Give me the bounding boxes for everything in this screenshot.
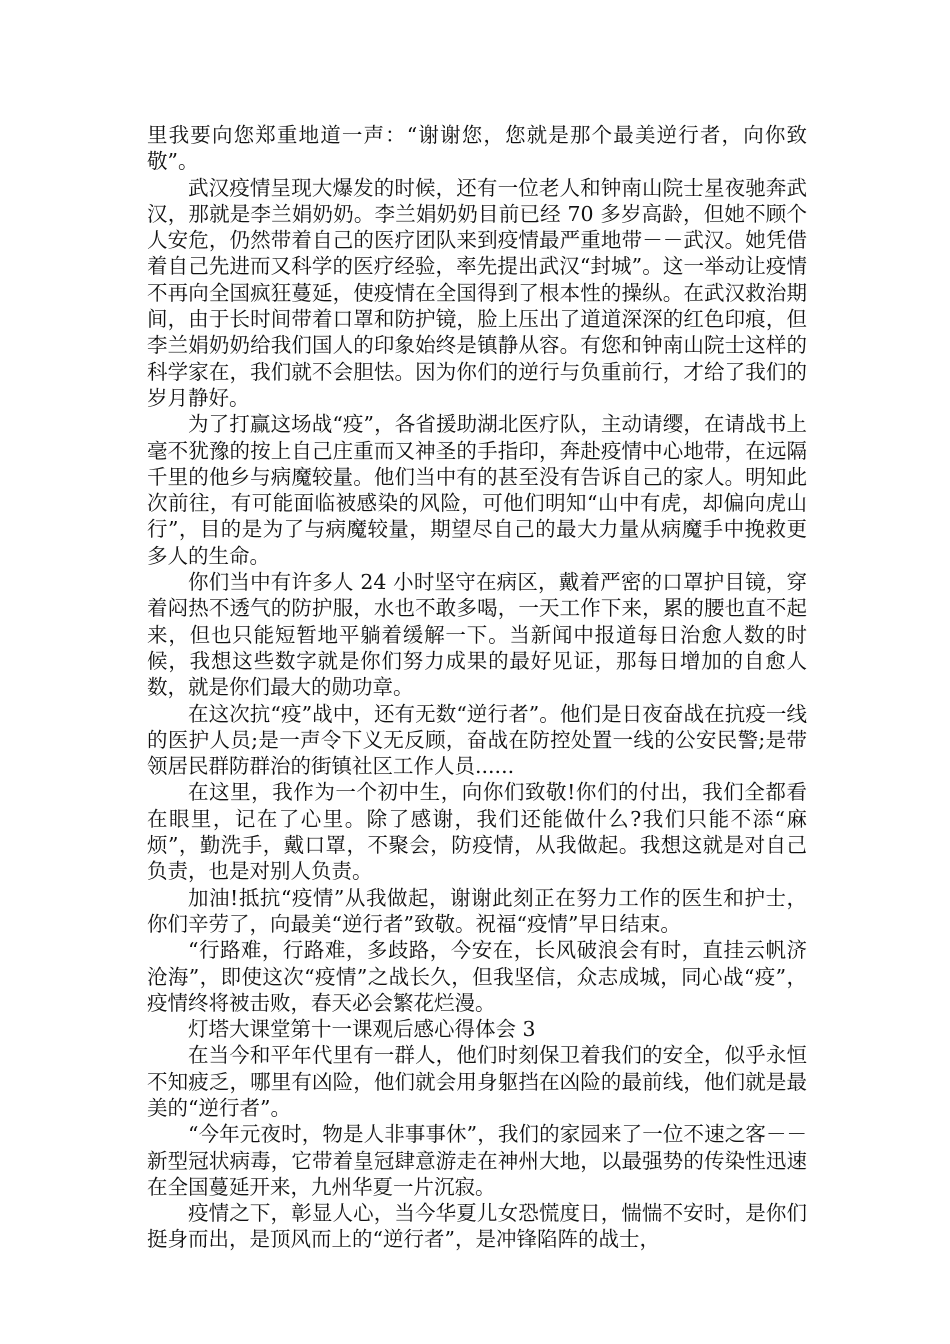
paragraph: 在当今和平年代里有一群人，他们时刻保卫着我们的安全，似乎永恒不知疲乏，哪里有凶险，他们就会用身躯挡在凶险的最前线，他们就是最美的“逆行者”。 <box>147 1043 807 1120</box>
paragraph: 加油!抵抗“疫情”从我做起，谢谢此刻正在努力工作的医生和护士，你们辛劳了，向最美“逆行者”致敬。祝福“疫情”早日结束。 <box>147 885 807 936</box>
paragraph: 里我要向您郑重地道一声：“谢谢您，您就是那个最美逆行者，向你致敬”。 <box>147 123 807 174</box>
paragraph: 在这里，我作为一个初中生，向你们致敬!你们的付出，我们全都看在眼里，记在了心里。除了感谢，我们还能做什么?我们只能不添“麻烦”，勤洗手，戴口罩，不聚会，防疫情，从我做起。我想这就是对自己负责，也是对别人负责。 <box>147 780 807 884</box>
paragraph: 你们当中有许多人 24 小时坚守在病区，戴着严密的口罩护目镜，穿着闷热不透气的防护服，水也不敢多喝，一天工作下来，累的腰也直不起来，但也只能短暂地平躺着缓解一下。当新闻中报道每日治愈人数的时候，我想这些数字就是你们努力成果的最好见证，那每日增加的自愈人数，就是你们最大的勋功章。 <box>147 570 807 700</box>
paragraph: 在这次抗“疫”战中，还有无数“逆行者”。他们是日夜奋战在抗疫一线的医护人员;是一声令下义无反顾，奋战在防控处置一线的公安民警;是带领居民群防群治的街镇社区工作人员...... <box>147 701 807 779</box>
paragraph: “今年元夜时，物是人非事事休”，我们的家园来了一位不速之客－－新型冠状病毒，它带着皇冠肆意游走在神州大地，以最强势的传染性迅速在全国蔓延开来，九州华夏一片沉寂。 <box>147 1122 807 1199</box>
paragraph: 为了打赢这场战“疫”，各省援助湖北医疗队，主动请缨，在请战书上毫不犹豫的按上自己庄重而又神圣的手指印，奔赴疫情中心地带，在远隔千里的他乡与病魔较量。他们当中有的甚至没有告诉自己的家人。明知此次前往，有可能面临被感染的风险，可他们明知“山中有虎，却偏向虎山行”，目的是为了与病魔较量，期望尽自己的最大力量从病魔手中挽救更多人的生命。 <box>147 412 807 568</box>
section-heading: 灯塔大课堂第十一课观后感心得体会 3 <box>188 1017 536 1042</box>
document-page <box>147 122 807 1253</box>
paragraph: 武汉疫情呈现大爆发的时候，还有一位老人和钟南山院士星夜驰奔武汉，那就是李兰娟奶奶。李兰娟奶奶目前已经 70 多岁高龄，但她不顾个人安危，仍然带着自己的医疗团队来到疫情最严重地带－－武汉。她凭借着自己先进而又科学的医疗经验，率先提出武汉“封城”。这一举动让疫情不再向全国疯狂蔓延，使疫情在全国得到了根本性的操纵。在武汉救治期间，由于长时间带着口罩和防护镜，脸上压出了道道深深的红色印痕，但李兰娟奶奶给我们国人的印象始终是镇静从容。有您和钟南山院士这样的科学家在，我们就不会胆怯。因为你们的逆行与负重前行，才给了我们的岁月静好。 <box>147 175 807 410</box>
paragraph: 疫情之下，彰显人心，当今华夏儿女恐慌度日，惴惴不安时，是你们挺身而出，是顶风而上的“逆行者”，是冲锋陷阵的战士， <box>147 1201 807 1252</box>
paragraph: “行路难，行路难，多歧路，今安在，长风破浪会有时，直挂云帆济沧海”，即使这次“疫情”之战长久，但我坚信，众志成城，同心战“疫”，疫情终将被击败，春天必会繁花烂漫。 <box>147 938 807 1015</box>
